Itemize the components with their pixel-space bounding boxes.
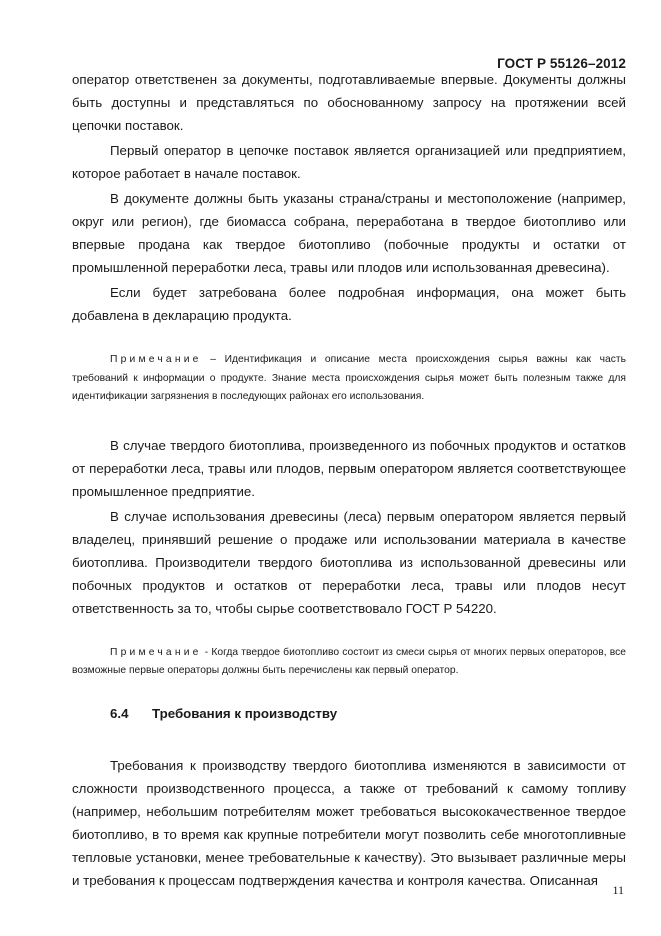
paragraph: оператор ответственен за документы, подготавливаемые впервые. Документы должны быть доступны и представляться по обоснованному запросу на протяжении всей цепочки поставок. [72,72,626,133]
note [72,351,626,407]
note-label: Примечание [110,646,202,658]
paragraph: В случае использования древесины (леса) первым оператором является первый владелец, принявший решение о продаже или использовании материала в качестве биотоплива. Производители твердого биотоплива из использованной древесины или побочных продуктов и остатков от переработки леса, травы или плодов несут ответственность за то, чтобы сырье соответствовало ГОСТ Р 54220. [72,508,626,616]
section-heading [72,702,626,725]
note-label: Примечание [110,354,202,365]
document-id-header: ГОСТ Р 55126–2012 [497,56,626,71]
note-text: – Идентификация и описание места происхождения сырья важны как часть требований к информации о продукте. Знание места происхождения сырья может быть полезным также для идентификации загрязнения в последующих районах его использования. [72,354,626,402]
body-text [72,68,626,892]
section-number: 6.4 [110,705,129,721]
paragraph: Если будет затребована более подробная информация, она может быть добавлена в декларацию продукта. [72,285,626,323]
note-text: - Когда твердое биотопливо состоит из смеси сырья от многих первых операторов, все возможные первые операторы должны быть перечислены как первый оператор. [72,646,626,676]
paragraph: В документе должны быть указаны страна/страны и местоположение (например, округ или регион), где биомасса собрана, переработана в твердое биотопливо или впервые продана как твердое биотопливо (побочные продукты и остатки от промышленной переработки леса, травы или плодов или использованная древесина). [72,191,626,275]
paragraph: В случае твердого биотоплива, произведенного из побочных продуктов и остатков от переработки леса, травы или плодов, первым оператором является соответствующее промышленное предприятие. [72,437,626,499]
note [72,644,626,681]
page-number: 11 [612,883,624,897]
section-title: Требования к производству [152,705,338,721]
paragraph: Требования к производству твердого биотоплива изменяются в зависимости от сложности производственного процесса, а также от требований к самому топливу (например, небольшим потребителям может требоваться высококачественное твердое биотопливо, в то время как крупные потребители могут позволить себе многотопливные тепловые установки, менее требовательные к качеству). Это вызывает различные меры и требования к процессам подтверждения качества и контроля качества. Описанная [72,757,626,888]
paragraph: Первый оператор в цепочке поставок является организацией или предприятием, которое работает в начале поставок. [72,143,626,181]
